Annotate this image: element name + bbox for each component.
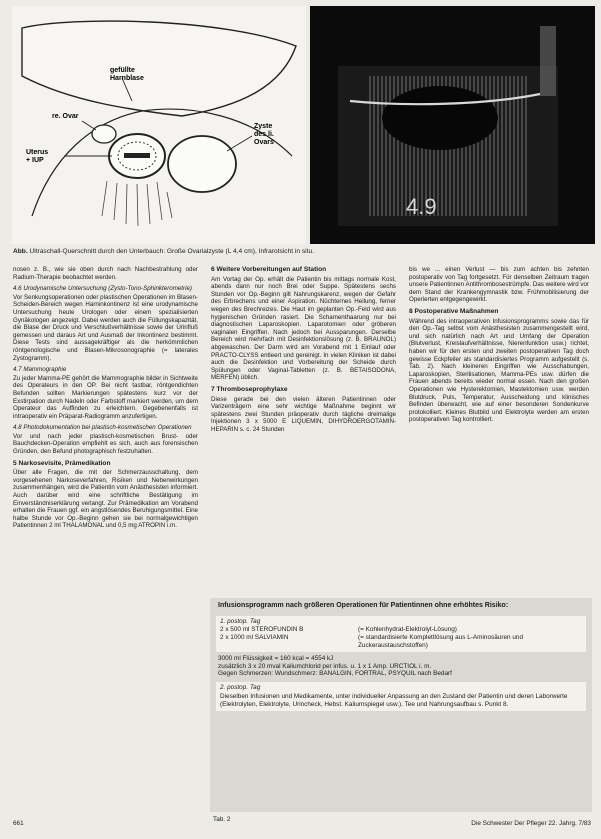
paragraph: Am Vortag der Op. erhält die Patientin bis mittags normale Kost, abends dann nur noch Brei oder Suppe. Spätestens sechs Stunden vor Op.-Beginn gilt Nahrungskarenz, wegen der Gefahr des Erbrechens und einer Aspiration. Nüchternes Heilung, ferner wegen des Brechreizes. Die Haut im geplanten Op.-Feld wird aus hygienischen Gründen rasiert. Die Schamenthaarung nur bei diagnostischen Laparoskopien. Laparotomien oder gröberen vaginalen Eingriffen. Nach jedoch bei Aussparungen. Derselbe Bereich wird mehrfach mit Desinfektionslösung (z. B. BRAUNOL) abgewaschen. Der Darm wird am Vorabend mit 1 Einlauf oder PRACTO-CLYSS entleert und gereinigt. In vielen Kliniken ist dabei auch die Desinfektion und Vorbereitung der Scheide durch Spülungen oder Vaginal-Tabletten (z. B. BETAISODONA, MERFEN) üblich. [211, 275, 396, 382]
ultrasound-diagram [12, 6, 306, 244]
summary-line: 3000 ml Flüssigkeit = 160 kcal = 4554 kJ [218, 654, 334, 662]
day-label: 2. postop. Tag [220, 684, 261, 692]
paragraph: Während des intraoperativen Infusionsprogramms sowie das für den Op.-Tag selbst vom Anästhesisten zusammengestellt wird, und sich natürlich nach Art und Umfang der Operation (Blutverlust, Kreislaufverhältnisse, Nierenfunktion usw.) richtet, haben wir für den ersten und zweiten postoperativen Tag doch gewisse Eckpfeiler als standardisiertes Programm aufgestellt (s. Tab. 2). Nach kleineren Eingriffen wie Ausschabungen, Laparoskopien, Sterilisationen, Mamma-PEs usw. dürfen die Frauen abends bereits wieder normal essen. Nach den großen Operationen wie Hysterektomien, Mastektomien usw. werden Blutdruck, Puls, Temperatur, Ausscheidung und klinisches Befinden überwacht, wie auf einer besonderen Sondenkurve protokolliert. Kleines Blutbild und Elektrolyte werden am ersten postoperativen Tag kontrolliert. [409, 317, 589, 424]
ovary-shape [92, 125, 116, 143]
cyst-echo [382, 86, 498, 150]
label-ovary: re. Ovar [52, 113, 79, 120]
cyst-shape [168, 136, 236, 192]
table-cell: 2 x 500 ml STEROFUNDIN B [220, 626, 304, 634]
label-uterus: Uterus + IUP [26, 149, 49, 164]
paragraph: Zu jeder Mamma-PE gehört die Mammographie bilder in Sichtweite des Operateurs in den OP. Bei nicht tastbar, röntgendichten Befunden sollten Markierungen spätestens kurz vor der Exstirpation durch Nadeln oder Farbstoff markiert werden, um dem Operateur das Auffinden zu erleichtern. Gegebenenfalls ist intraoperativ ein Präparat-Radiogramm anzufertigen. [13, 374, 198, 420]
label-cyst: Zyste des li. Ovars [254, 123, 274, 146]
caption-prefix: Abb. [13, 248, 30, 255]
figure-caption [13, 248, 593, 256]
text-column-2 [211, 266, 396, 435]
table-cell: (= Kohlenhydrat-Elektrolyt-Lösung) [358, 626, 457, 634]
text-column-1 [13, 266, 198, 532]
section-heading: 6 Weitere Vorbereitungen auf Station [211, 266, 327, 273]
summary-line: Gegen Schmerzen: Wundschmerz: BANALGIN, FORTRAL, PSYQUIL nach Bedarf [218, 670, 452, 678]
table-title: Infusionsprogramm nach größeren Operationen für Patientinnen ohne erhöhtes Risiko: [218, 602, 509, 609]
section-heading: 5 Narkosevisite, Prämedikation [13, 459, 111, 467]
ultrasound-scan [310, 6, 595, 244]
diagram-drawing [12, 6, 306, 244]
side-bar [540, 26, 556, 96]
section-heading: 4.7 Mammographie [13, 366, 67, 374]
iup-marker [124, 153, 150, 158]
section-heading: 4.8 Photodokumentation bei plastisch-kosmetischen Operationen [13, 424, 192, 432]
table-cell: Dieselben Infusionen und Medikamente, unter individueller Anpassung an den Zustand der Patientin und deren Laborwerte (Elektrolyten, Elektrolyte, Urincheck, Hebst. Kaliumspiegel usw.). Tee und Nahrungsaufbau s. Punkt 8. [220, 692, 568, 708]
journal-footer: Die Schwester Der Pfleger 22. Jahrg. 7/83 [471, 820, 591, 827]
table-label: Tab. 2 [213, 816, 231, 823]
infusion-table-box [210, 598, 592, 812]
table-row [220, 626, 582, 634]
tissue-hatching [102, 181, 172, 226]
paragraph: Diese gerade bei den vielen älteren Patientinnen oder Varizenträgern eine sehr wichtige Maßnahme beginnt wir spätestens zwei Stunden präoperativ durch tägliche dreimalige Injektionen 3 x 5000 E LIQUEMIN, DIHYDROERGOTAMIN-HEPARIN s. c. 24 Stunden [211, 395, 396, 433]
ultrasound-image [310, 6, 595, 244]
paragraph: Vor Senkungsoperationen oder plastischen Operationen im Blasen-Scheiden-Bereich wegen Harninkontinenz ist eine urodynamische Untersuchung heute Urologen oder einem spezialisierten Gynäkologen angezeigt. Dabei werden auch die Füllungskapazität, die Blase der Druck und Verschlußverhältnisse sowie der Urinfluß gemessen und daraus Art und Ausmaß der Inkontinenz bestimmt. Diese Tests sind aussagekräftiger als die herkömmlichen röntgenologische und Blasen-Mikrosonographie (= laterales Zystogramm). [13, 293, 198, 362]
page-number: 661 [13, 820, 24, 827]
bladder-outline [22, 21, 296, 116]
table-row [220, 634, 582, 650]
paragraph: bis we ... einen Verlust — bis zum achten bis zehnten postoperativ von Tag fortgesetzt. Für denselben Zeitraum tragen unsere Patientinnen Antithrombosestrümpfe. Das weitere wird vor dem Stand der Krankengymnastik bzw. Frühmobilisierung der Operierten entgegengewirkt. [409, 266, 589, 304]
caption-text: Ultraschall-Querschnitt durch den Unterbauch: Große Ovarialzyste (L 4,4 cm), Infrarotsicht in situ. [29, 248, 314, 255]
day-label: 1. postop. Tag [220, 617, 261, 625]
scan-digits: 4.9 [406, 194, 437, 219]
section-heading: 4.6 Urodynamische Untersuchung (Zysto-Tono-Sphinkterometrie) [13, 285, 192, 293]
section-heading: 7 Thromboseprophylaxe [211, 385, 288, 393]
paragraph: Über alle Fragen, die mit der Schmerzausschaltung, dem vorgesehenen Narkoseverfahren, Risiken und Nebenwirkungen zusammenhängen, wird die Patientin vom Anästhesisten informiert. Auch darüber wird eine schriftliche Bestätigung im Einverständniserklärung verlangt. Zur Prämedikation am Vorabend erhalten die Frauen ggf. ein angstlösendes Beruhigungsmittel. Eine halbe Stunde vor Op.-Beginn gehen sie bei normalgewichtigen Patientinnen 2 ml THALAMONAL und 0,5 mg ATROPIN i.m. [13, 469, 198, 530]
section-heading: 8 Postoperative Maßnahmen [409, 307, 499, 315]
table-cell: 2 x 1000 ml SALVIAMIN [220, 634, 289, 642]
summary-line: zusätzlich 3 x 20 mval Kaliumchlorid per infus. u. 1 x 1 Amp. URCTIOL i. m. [218, 662, 432, 670]
label-bladder: gefüllte Harnblase [110, 67, 144, 82]
paragraph: Vor und nach jeder plastisch-kosmetischen Brust- oder Bauchdecken-Operation empfiehlt es sich, auch aus forensischen Gründen, den Befund photographisch festzuhalten. [13, 432, 198, 456]
paragraph: nosen z. B., wie sie oben durch nach Nachbestrahlung oder Radium-Therapie beobachtet werden. [13, 266, 198, 281]
day1-block [216, 616, 586, 652]
text-column-3 [409, 266, 589, 426]
day2-block [216, 682, 586, 710]
table-cell: (= standardisierte Komplettlösung aus L-Aminosäuren und Zuckeraustauschstoffen) [358, 634, 524, 649]
